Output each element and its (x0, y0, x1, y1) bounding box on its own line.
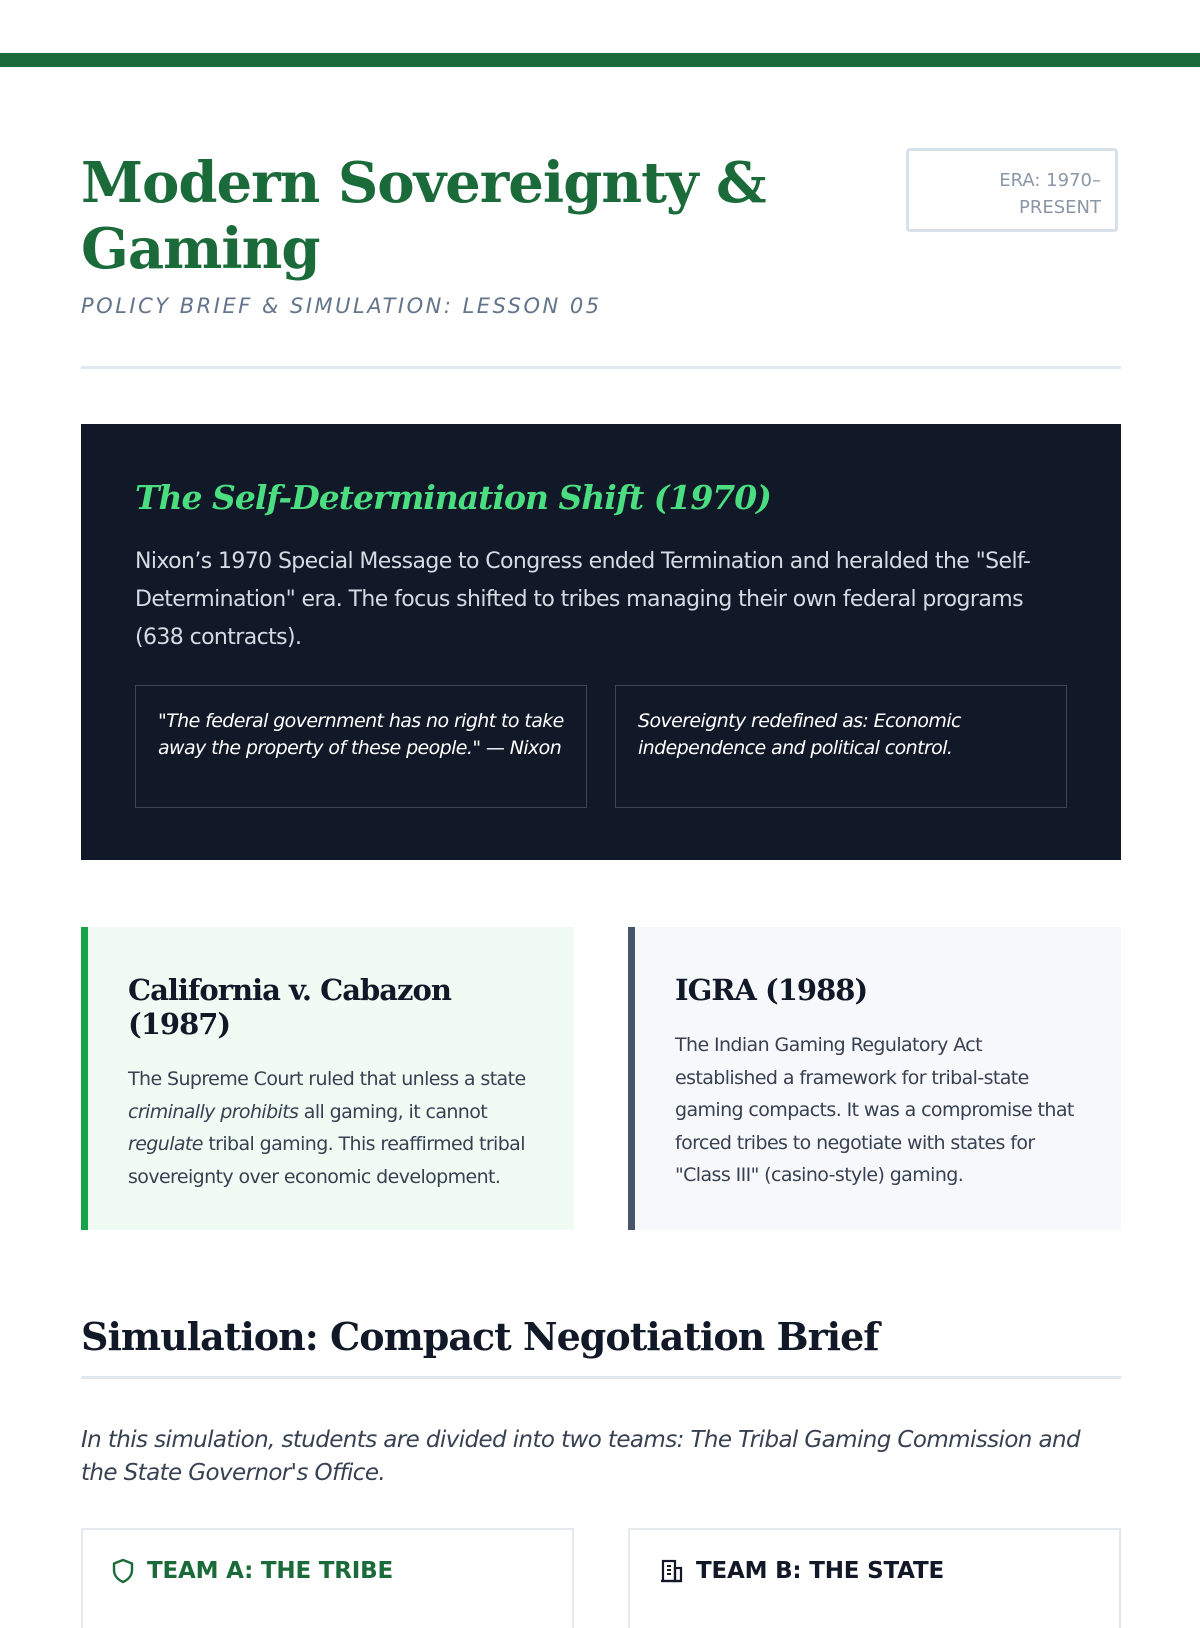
page-subtitle: POLICY BRIEF & SIMULATION: LESSON 05 (81, 294, 602, 318)
self-determination-body: Nixon’s 1970 Special Message to Congress ended Termination and heralded the "Self-Determination" era. The focus shifted to tribes managing their own federal programs (638 contracts). (135, 549, 1031, 650)
page-title: Modern Sovereignty & Gaming (81, 150, 766, 282)
era-badge: ERA: 1970–PRESENT (906, 148, 1118, 232)
team-card-tribe (81, 1528, 574, 1628)
case-title: IGRA (1988) (675, 973, 868, 1007)
case-text: The Indian Gaming Regulatory Act established a framework for tribal-state gaming compacts. It was a compromise that forced tribes to negotiate with states for "Class III" (casino-style) gaming. (675, 1034, 1074, 1186)
case-title: California v. Cabazon (1987) (128, 973, 451, 1041)
case-card-igra (628, 927, 1121, 1230)
team-card-state (628, 1528, 1121, 1628)
self-determination-title: The Self-Determination Shift (1970) (135, 478, 771, 517)
header-divider (81, 366, 1121, 369)
simulation-divider (81, 1376, 1121, 1379)
team-label: TEAM A: THE TRIBE (147, 1558, 393, 1584)
case-text: The Supreme Court ruled that unless a state criminally prohibits all gaming, it cannot regulate tribal gaming. This reaffirmed tribal sovereignty over economic development. (128, 1068, 526, 1188)
team-header (111, 1558, 544, 1584)
simulation-intro: In this simulation, students are divided into two teams: The Tribal Gaming Commission and the State Governor's Office. (81, 1427, 1080, 1486)
team-header (658, 1558, 1091, 1584)
self-determination-panel (81, 424, 1121, 860)
building-icon (658, 1558, 684, 1584)
nixon-quote: "The federal government has no right to take away the property of these people." — Nixon (135, 685, 587, 808)
quote-row (135, 685, 1067, 808)
simulation-title: Simulation: Compact Negotiation Brief (81, 1314, 879, 1359)
team-label: TEAM B: THE STATE (696, 1558, 944, 1584)
sovereignty-quote: Sovereignty redefined as: Economic independence and political control. (615, 685, 1067, 808)
shield-icon (111, 1558, 135, 1584)
top-accent-bar (0, 53, 1200, 67)
case-card-cabazon (81, 927, 574, 1230)
